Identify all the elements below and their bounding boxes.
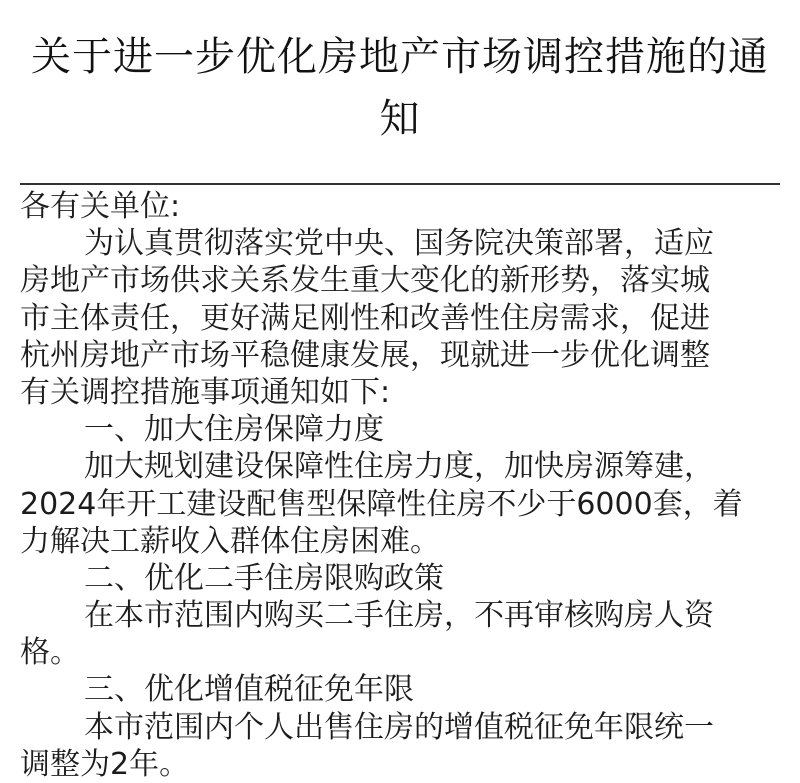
paragraph-line: 为认真贯彻落实党中央、国务院决策部署，适应 bbox=[84, 226, 714, 262]
paragraph-line: 调整为2年。 bbox=[20, 746, 190, 782]
paragraph-line: 杭州房地产市场平稳健康发展，现就进一步优化调整 bbox=[20, 337, 710, 373]
document-title bbox=[0, 26, 800, 150]
paragraph-line: 加大规划建设保障性住房力度，加快房源筹建， bbox=[84, 449, 714, 485]
title-line: 知 bbox=[379, 96, 421, 142]
paragraph-line: 市主体责任，更好满足刚性和改善性住房需求，促进 bbox=[20, 300, 710, 336]
paragraph-line: 房地产市场供求关系发生重大变化的新形势，落实城 bbox=[20, 263, 710, 299]
section-heading: 二、优化二手住房限购政策 bbox=[84, 560, 444, 596]
paragraph-line: 有关调控措施事项通知如下: bbox=[20, 374, 391, 410]
paragraph-line: 力解决工薪收入群体住房困难。 bbox=[20, 523, 440, 559]
paragraph-line: 格。 bbox=[20, 635, 80, 671]
paragraph-line: 2024年开工建设配售型保障性住房不少于6000套，着 bbox=[20, 486, 743, 522]
title-divider bbox=[20, 183, 780, 185]
paragraph-line: 在本市范围内购买二手住房，不再审核购房人资 bbox=[84, 598, 714, 634]
title-line: 关于进一步优化房地产市场调控措施的通 bbox=[31, 34, 769, 80]
document-body bbox=[20, 188, 790, 783]
section-heading: 一、加大住房保障力度 bbox=[84, 412, 384, 448]
section-heading: 三、优化增值税征免年限 bbox=[84, 672, 414, 708]
salutation: 各有关单位: bbox=[20, 189, 181, 224]
paragraph-line: 本市范围内个人出售住房的增值税征免年限统一 bbox=[84, 709, 714, 745]
